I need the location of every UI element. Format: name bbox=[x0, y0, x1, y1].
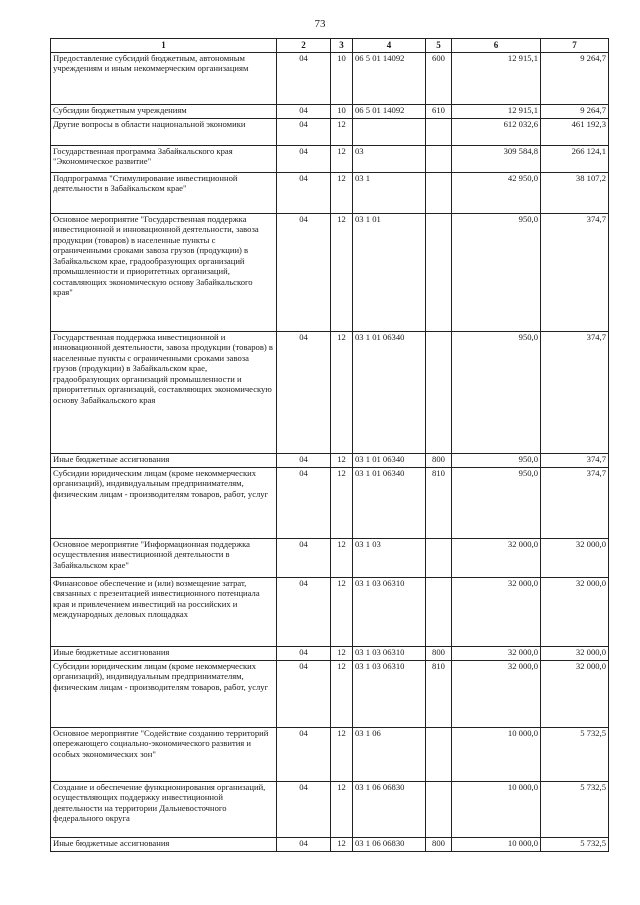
row-section: 04 bbox=[277, 578, 331, 647]
header-row bbox=[51, 39, 609, 53]
row-expense-type bbox=[426, 578, 452, 647]
row-expense-type: 810 bbox=[426, 661, 452, 728]
row-planned: 32 000,0 bbox=[452, 661, 541, 728]
row-executed: 374,7 bbox=[541, 214, 609, 332]
table-row bbox=[51, 539, 609, 578]
row-planned: 12 915,1 bbox=[452, 53, 541, 105]
col-header-executed: 7 bbox=[541, 39, 609, 53]
page-number: 73 bbox=[314, 18, 326, 30]
table-row bbox=[51, 105, 609, 119]
row-subsection: 12 bbox=[331, 782, 353, 838]
row-expense-type: 800 bbox=[426, 838, 452, 852]
row-name: Основное мероприятие "Содействие созданию территорий опережающего социально-экономического развития и особых экономических зон" bbox=[51, 728, 277, 782]
row-planned: 10 000,0 bbox=[452, 782, 541, 838]
row-section: 04 bbox=[277, 332, 331, 454]
row-subsection: 10 bbox=[331, 105, 353, 119]
row-target-item: 03 1 06 06830 bbox=[353, 782, 426, 838]
row-expense-type bbox=[426, 782, 452, 838]
row-executed: 32 000,0 bbox=[541, 578, 609, 647]
row-planned: 950,0 bbox=[452, 468, 541, 539]
row-subsection: 12 bbox=[331, 146, 353, 173]
row-subsection: 12 bbox=[331, 728, 353, 782]
table-row bbox=[51, 119, 609, 146]
row-subsection: 12 bbox=[331, 661, 353, 728]
table-row bbox=[51, 214, 609, 332]
row-expense-type bbox=[426, 146, 452, 173]
row-subsection: 10 bbox=[331, 53, 353, 105]
row-name: Субсидии бюджетным учреждениям bbox=[51, 105, 277, 119]
row-planned: 950,0 bbox=[452, 332, 541, 454]
row-executed: 374,7 bbox=[541, 468, 609, 539]
row-planned: 32 000,0 bbox=[452, 578, 541, 647]
row-target-item: 03 1 03 bbox=[353, 539, 426, 578]
row-target-item: 03 bbox=[353, 146, 426, 173]
row-subsection: 12 bbox=[331, 119, 353, 146]
row-subsection: 12 bbox=[331, 539, 353, 578]
row-expense-type bbox=[426, 728, 452, 782]
row-section: 04 bbox=[277, 647, 331, 661]
row-section: 04 bbox=[277, 173, 331, 214]
col-header-name: 1 bbox=[51, 39, 277, 53]
row-planned: 32 000,0 bbox=[452, 647, 541, 661]
row-subsection: 12 bbox=[331, 647, 353, 661]
row-section: 04 bbox=[277, 53, 331, 105]
row-planned: 42 950,0 bbox=[452, 173, 541, 214]
row-target-item: 03 1 03 06310 bbox=[353, 578, 426, 647]
row-target-item: 03 1 03 06310 bbox=[353, 647, 426, 661]
col-header-section: 2 bbox=[277, 39, 331, 53]
row-planned: 950,0 bbox=[452, 214, 541, 332]
row-section: 04 bbox=[277, 838, 331, 852]
row-subsection: 12 bbox=[331, 468, 353, 539]
table-row bbox=[51, 53, 609, 105]
row-target-item: 06 5 01 14092 bbox=[353, 53, 426, 105]
row-name: Подпрограмма "Стимулирование инвестиционной деятельности в Забайкальском крае" bbox=[51, 173, 277, 214]
row-target-item: 06 5 01 14092 bbox=[353, 105, 426, 119]
row-expense-type bbox=[426, 539, 452, 578]
row-section: 04 bbox=[277, 661, 331, 728]
row-executed: 374,7 bbox=[541, 332, 609, 454]
table-row bbox=[51, 468, 609, 539]
row-executed: 5 732,5 bbox=[541, 728, 609, 782]
row-name: Иные бюджетные ассигнования bbox=[51, 838, 277, 852]
table-row bbox=[51, 728, 609, 782]
row-expense-type bbox=[426, 119, 452, 146]
row-target-item bbox=[353, 119, 426, 146]
row-executed: 461 192,3 bbox=[541, 119, 609, 146]
row-executed: 9 264,7 bbox=[541, 105, 609, 119]
row-expense-type: 800 bbox=[426, 647, 452, 661]
col-header-planned: 6 bbox=[452, 39, 541, 53]
row-executed: 266 124,1 bbox=[541, 146, 609, 173]
table-row bbox=[51, 332, 609, 454]
row-planned: 12 915,1 bbox=[452, 105, 541, 119]
row-planned: 612 032,6 bbox=[452, 119, 541, 146]
row-target-item: 03 1 01 06340 bbox=[353, 468, 426, 539]
row-expense-type: 600 bbox=[426, 53, 452, 105]
row-planned: 950,0 bbox=[452, 454, 541, 468]
row-subsection: 12 bbox=[331, 214, 353, 332]
row-target-item: 03 1 03 06310 bbox=[353, 661, 426, 728]
row-section: 04 bbox=[277, 468, 331, 539]
row-name: Предоставление субсидий бюджетным, автономным учреждениям и иным некоммерческим организациям bbox=[51, 53, 277, 105]
row-expense-type bbox=[426, 173, 452, 214]
row-expense-type: 610 bbox=[426, 105, 452, 119]
row-section: 04 bbox=[277, 105, 331, 119]
row-target-item: 03 1 06 06830 bbox=[353, 838, 426, 852]
row-planned: 10 000,0 bbox=[452, 728, 541, 782]
budget-table bbox=[50, 38, 609, 852]
row-target-item: 03 1 06 bbox=[353, 728, 426, 782]
table-row bbox=[51, 173, 609, 214]
row-target-item: 03 1 01 bbox=[353, 214, 426, 332]
row-subsection: 12 bbox=[331, 173, 353, 214]
row-expense-type: 810 bbox=[426, 468, 452, 539]
table-row bbox=[51, 454, 609, 468]
row-section: 04 bbox=[277, 146, 331, 173]
row-executed: 38 107,2 bbox=[541, 173, 609, 214]
row-target-item: 03 1 01 06340 bbox=[353, 454, 426, 468]
row-executed: 5 732,5 bbox=[541, 782, 609, 838]
row-section: 04 bbox=[277, 119, 331, 146]
row-name: Государственная поддержка инвестиционной и инновационной деятельности, завоза продукции (товаров) в населенные пункты с ограниченными сроками завоза грузов (продукции) в Забайкальском крае, градообразующих организаций промышленности и приоритетных организаций, составляющих экономическую основу Забайкальского края bbox=[51, 332, 277, 454]
row-target-item: 03 1 01 06340 bbox=[353, 332, 426, 454]
row-name: Иные бюджетные ассигнования bbox=[51, 647, 277, 661]
row-planned: 32 000,0 bbox=[452, 539, 541, 578]
row-expense-type bbox=[426, 332, 452, 454]
row-name: Основное мероприятие "Государственная поддержка инвестиционной и инновационной деятельности, завоза продукции (товаров) в населенные пункты с ограниченными сроками завоза грузов (продукции) в Забайкальском крае, градообразующих организаций промышленности и приоритетных организаций, составляющих экономическую основу Забайкальского края" bbox=[51, 214, 277, 332]
row-section: 04 bbox=[277, 728, 331, 782]
row-name: Субсидии юридическим лицам (кроме некоммерческих организаций), индивидуальным предпринимателям, физическим лицам - производителям товаров, работ, услуг bbox=[51, 661, 277, 728]
row-executed: 32 000,0 bbox=[541, 539, 609, 578]
row-name: Другие вопросы в области национальной экономики bbox=[51, 119, 277, 146]
row-subsection: 12 bbox=[331, 578, 353, 647]
row-target-item: 03 1 bbox=[353, 173, 426, 214]
row-name: Субсидии юридическим лицам (кроме некоммерческих организаций), индивидуальным предпринимателям, физическим лицам - производителям товаров, работ, услуг bbox=[51, 468, 277, 539]
row-name: Создание и обеспечение функционирования организаций, осуществляющих поддержку инвестиционной деятельности на территории Дальневосточного федерального округа bbox=[51, 782, 277, 838]
table-row bbox=[51, 146, 609, 173]
row-name: Основное мероприятие "Информационная поддержка осуществления инвестиционной деятельности в Забайкальском крае" bbox=[51, 539, 277, 578]
row-executed: 32 000,0 bbox=[541, 661, 609, 728]
col-header-subsection: 3 bbox=[331, 39, 353, 53]
col-header-target-item: 4 bbox=[353, 39, 426, 53]
row-executed: 32 000,0 bbox=[541, 647, 609, 661]
table-row bbox=[51, 578, 609, 647]
row-name: Государственная программа Забайкальского края "Экономическое развитие" bbox=[51, 146, 277, 173]
row-planned: 10 000,0 bbox=[452, 838, 541, 852]
row-planned: 309 584,8 bbox=[452, 146, 541, 173]
row-section: 04 bbox=[277, 454, 331, 468]
row-name: Иные бюджетные ассигнования bbox=[51, 454, 277, 468]
row-expense-type bbox=[426, 214, 452, 332]
row-section: 04 bbox=[277, 782, 331, 838]
row-expense-type: 800 bbox=[426, 454, 452, 468]
row-name: Финансовое обеспечение и (или) возмещение затрат, связанных с презентацией инвестиционного потенциала края и привлечением инвестиций на российских и международных деловых площадках bbox=[51, 578, 277, 647]
table-row bbox=[51, 647, 609, 661]
row-subsection: 12 bbox=[331, 838, 353, 852]
table-row bbox=[51, 838, 609, 852]
row-executed: 5 732,5 bbox=[541, 838, 609, 852]
row-section: 04 bbox=[277, 214, 331, 332]
row-subsection: 12 bbox=[331, 332, 353, 454]
row-section: 04 bbox=[277, 539, 331, 578]
col-header-expense-type: 5 bbox=[426, 39, 452, 53]
table-row bbox=[51, 782, 609, 838]
row-executed: 9 264,7 bbox=[541, 53, 609, 105]
row-executed: 374,7 bbox=[541, 454, 609, 468]
table-row bbox=[51, 661, 609, 728]
row-subsection: 12 bbox=[331, 454, 353, 468]
